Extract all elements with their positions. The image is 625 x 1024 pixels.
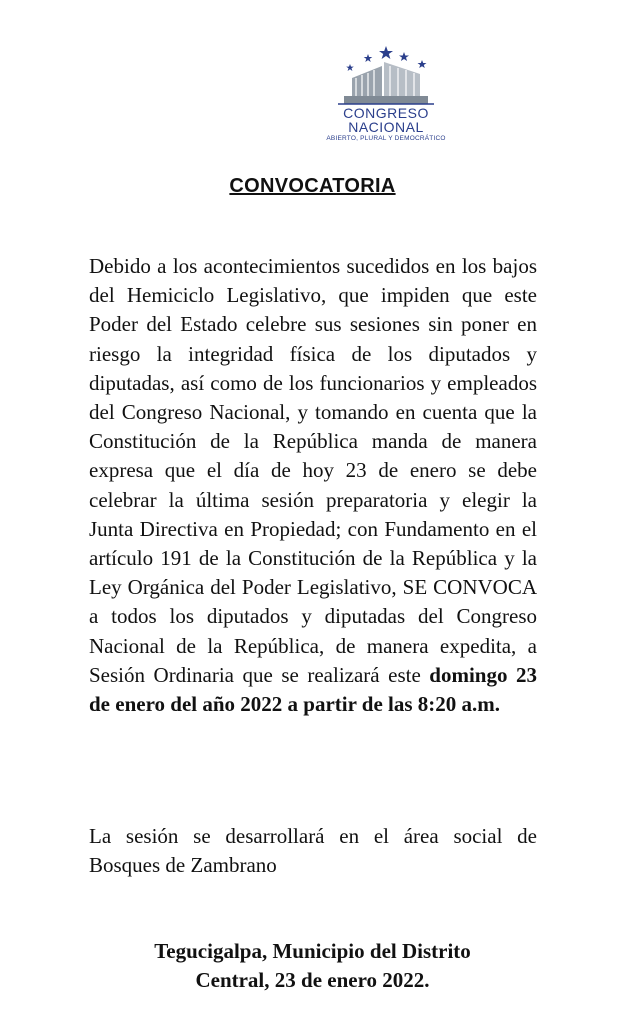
logo-text-nacional: NACIONAL [348,119,424,135]
main-paragraph [89,252,537,719]
session-date-bold: domingo 23 de enero del año 2022 a partir de las 8:20 a.m. [89,662,537,717]
main-paragraph-text: Debido a los acontecimientos sucedidos en los bajos del Hemiciclo Legislativo, que impiden que este Poder del Estado celebre sus sesiones sin poner en riesgo la integridad física de los diputados y diputadas, así como de los funcionarios y empleados del Congreso Nacional, y tomando en cuenta que la Constitución de la República manda de manera expresa que el día de hoy 23 de enero se debe celebrar la última sesión preparatoria y elegir la Junta Directiva en Propiedad; con Fundamento en el artículo 191 de la Constitución de la República y la Ley Orgánica del Poder Legislativo, SE CONVOCA a todos los diputados y diputadas del Congreso Nacional de la República, de manera expedita, a Sesión Ordinaria que se realizará este [89,254,537,687]
congreso-nacional-logo [312,44,460,144]
logo-text-congreso: CONGRESO [343,105,429,121]
location-paragraph: La sesión se desarrollará en el área social de Bosques de Zambrano [89,824,537,878]
signature-footer [0,937,625,995]
building-icon [312,44,460,106]
logo-tagline: ABIERTO, PLURAL Y DEMOCRÁTICO [326,135,446,142]
document-title: CONVOCATORIA [229,175,396,197]
footer-line-1: Tegucigalpa, Municipio del Distrito [154,939,471,963]
footer-line-2: Central, 23 de enero 2022. [195,968,430,992]
